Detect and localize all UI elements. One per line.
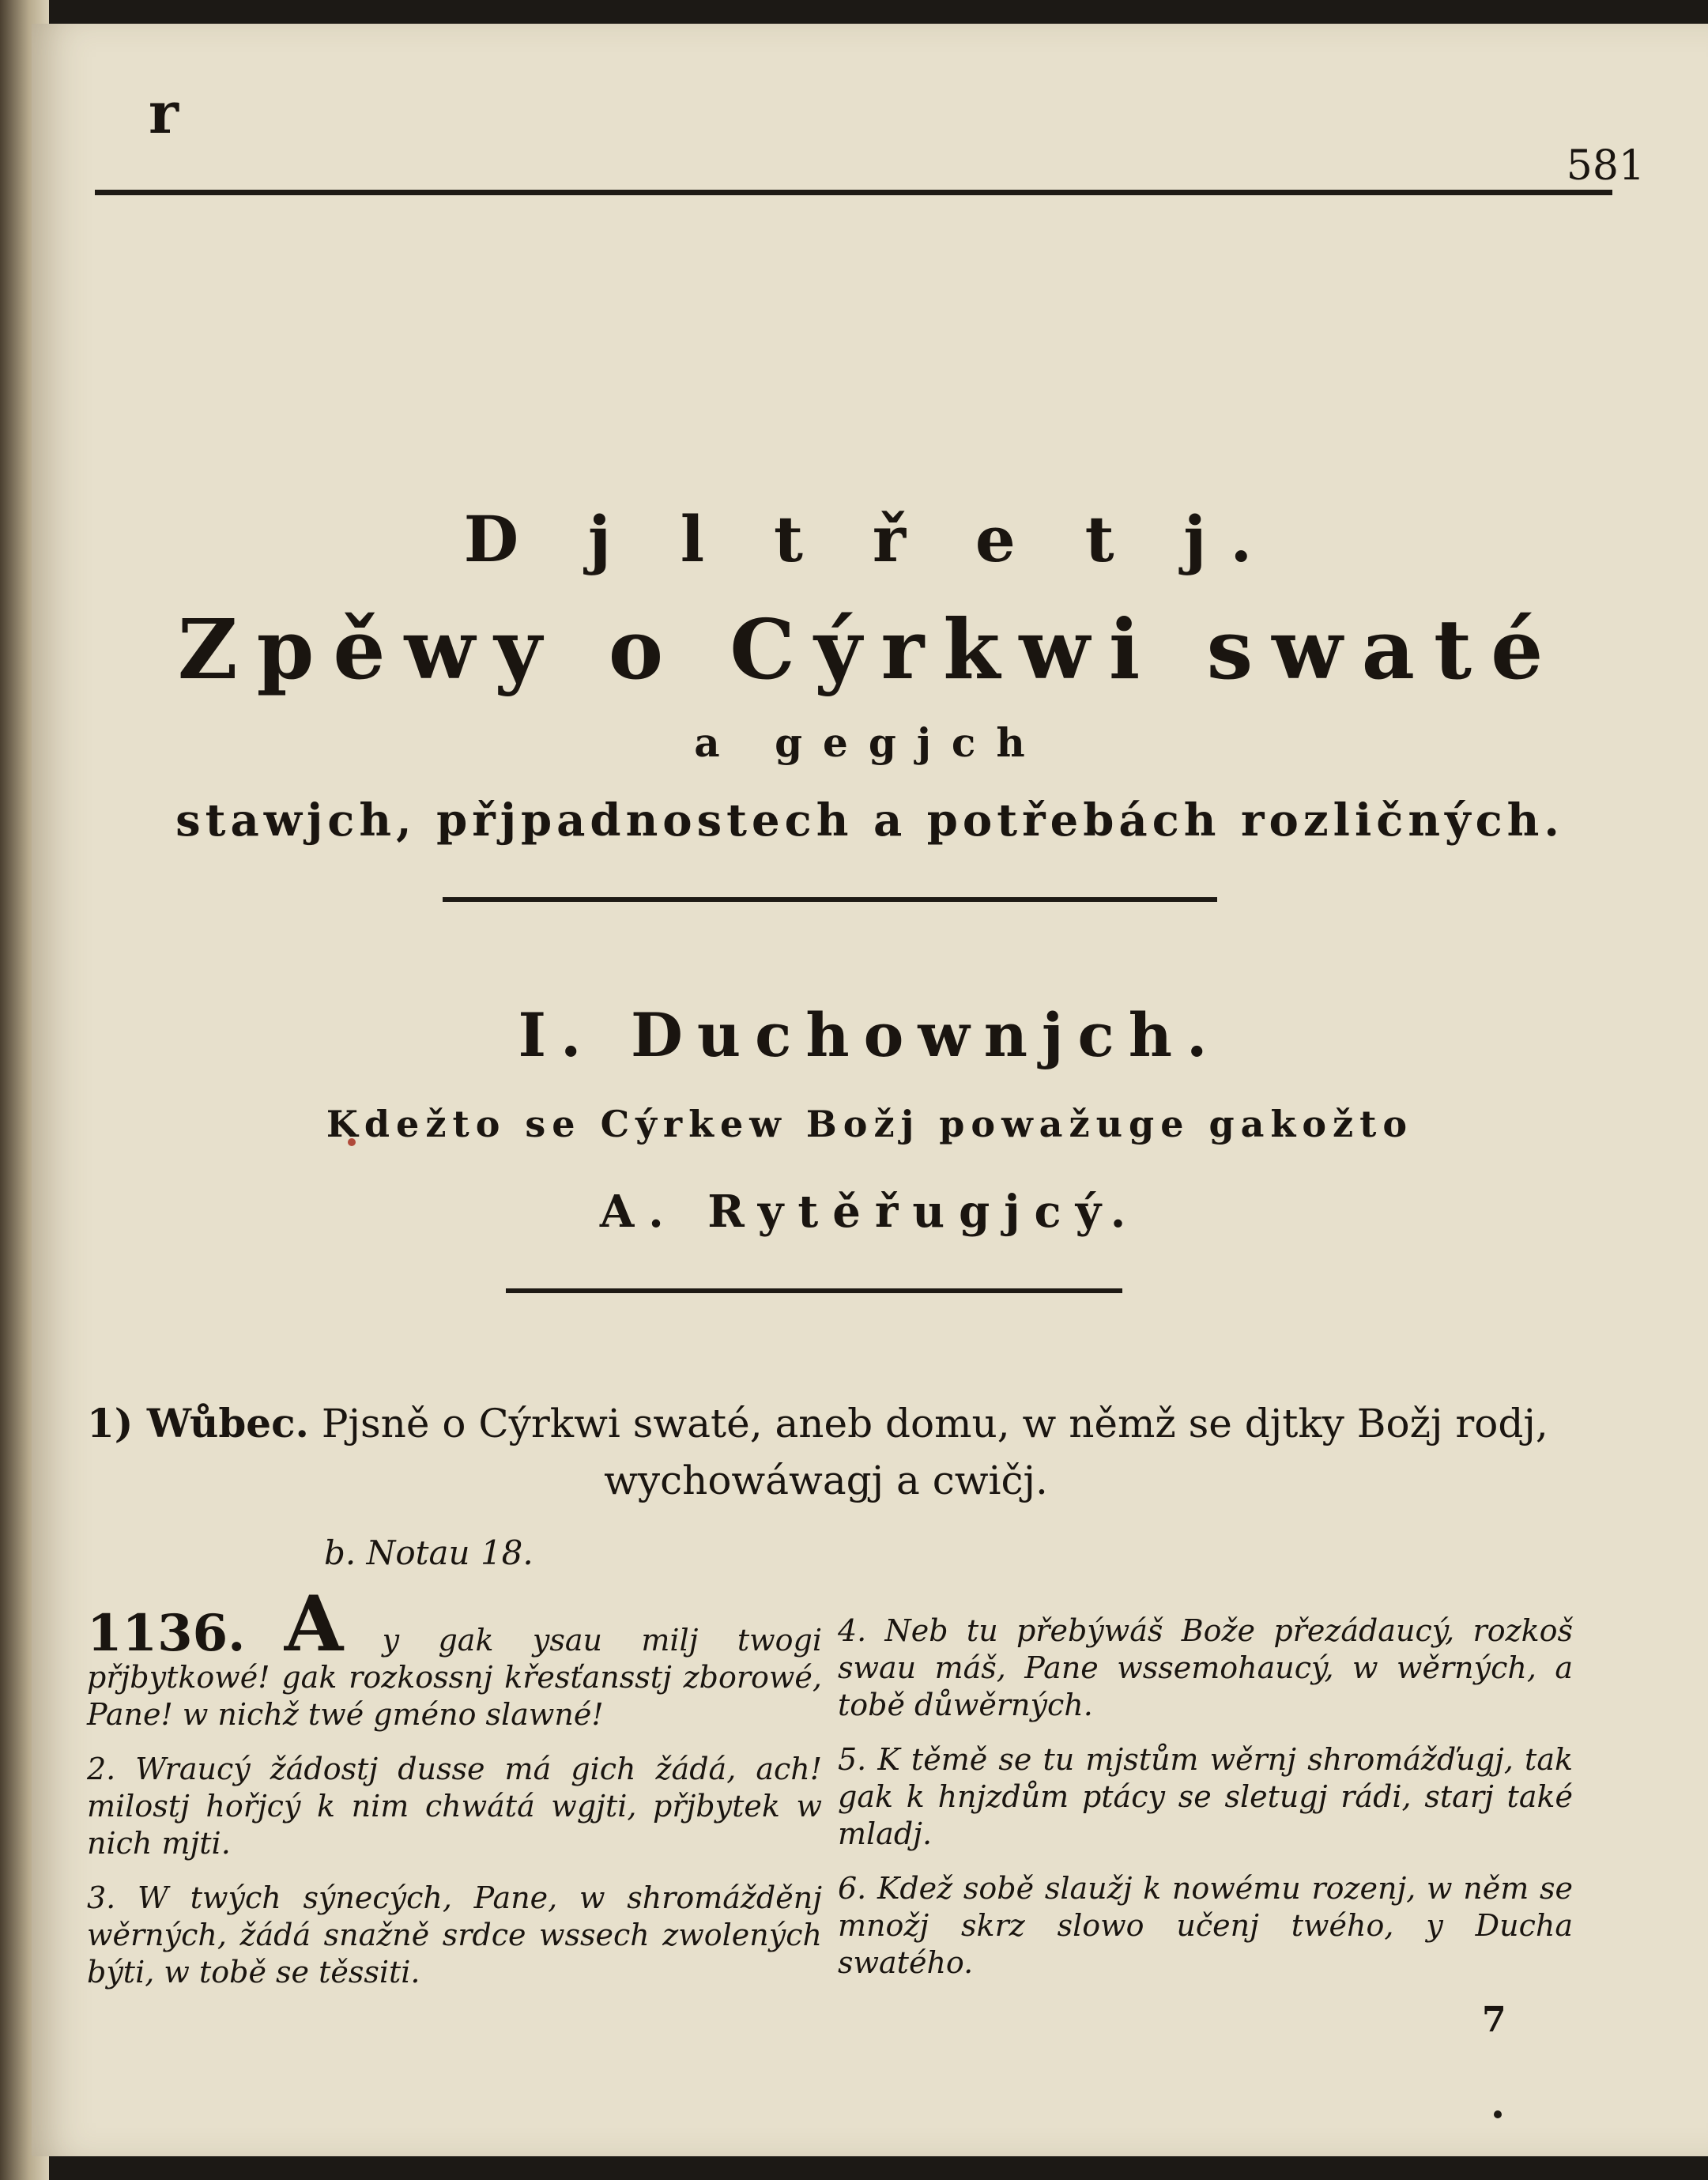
- verse-3: 3. W twých sýnecých, Pane, w shromážděnj wěrných, žádá snažně srdce wssech zwolených býti, w tobě se těssiti.: [87, 1880, 822, 1990]
- title-divider: [443, 897, 1217, 902]
- melody-note: b. Notau 18.: [324, 1533, 534, 1572]
- verse-5: 5. K těmě se tu mjstům wěrnj shromážďugj, tak gak k hnjzdům ptácy se sletugj rádi, starj také mladj.: [838, 1742, 1573, 1851]
- left-column: [87, 1579, 822, 2008]
- verse-2: 2. Wraucý žádostj dusse má gich žádá, ach! milostj hořjcý k nim chwátá wgjti, přjbytek w nich mjti.: [87, 1752, 822, 1861]
- hymn-number: 1136.: [87, 1604, 246, 1663]
- right-column: [838, 1612, 1573, 1999]
- group-lead: 1) Wůbec.: [87, 1400, 309, 1446]
- group-text-line1: Pjsně o Cýrkwi swaté, aneb domu, w němž se djtky Božj rodj,: [321, 1401, 1548, 1446]
- page-number: 581: [1566, 142, 1645, 190]
- header-rule: [95, 190, 1612, 195]
- part-title: D j l t ř e t j.: [463, 502, 1276, 576]
- main-title: Zpěwy o Cýrkwi swaté: [177, 601, 1563, 698]
- verse-4: 4. Neb tu přebýwáš Bože přezádaucý, rozkoš swau máš, Pane wssemohaucý, w wěrných, a tobě důwěrných.: [838, 1613, 1573, 1722]
- hymn-group-heading: [87, 1395, 1565, 1509]
- group-text-line2: wychowáwagj a cwičj.: [604, 1458, 1048, 1503]
- section-title: I. Duchownjch.: [518, 1000, 1222, 1070]
- book-page: [32, 24, 1708, 2156]
- section-divider: [506, 1288, 1122, 1293]
- catchword: 7: [1482, 2000, 1506, 2040]
- section-note: Kdežto se Cýrkew Božj powažuge gakožto: [326, 1103, 1414, 1145]
- verse-text: y gak ysau milj twogi přjbytkowé! gak rozkossnj křesťansstj zborowé, Pane! w nichž twé gméno slawné!: [87, 1623, 822, 1732]
- drop-cap: A: [284, 1579, 344, 1669]
- verse-1: [87, 1579, 822, 1733]
- subtitle-b: stawjch, přjpadnostech a potřebách rozličných.: [175, 794, 1564, 847]
- section-subtitle: A. Rytěřugjcý.: [599, 1186, 1141, 1238]
- subtitle-a: a gegjch: [694, 719, 1046, 766]
- signature-mark: r: [149, 79, 179, 146]
- ink-dot: [1494, 2110, 1502, 2118]
- verse-6: 6. Kdež sobě slaužj k nowému rozenj, w něm se množj skrz slowo učenj twého, y Ducha swatého.: [838, 1871, 1573, 1980]
